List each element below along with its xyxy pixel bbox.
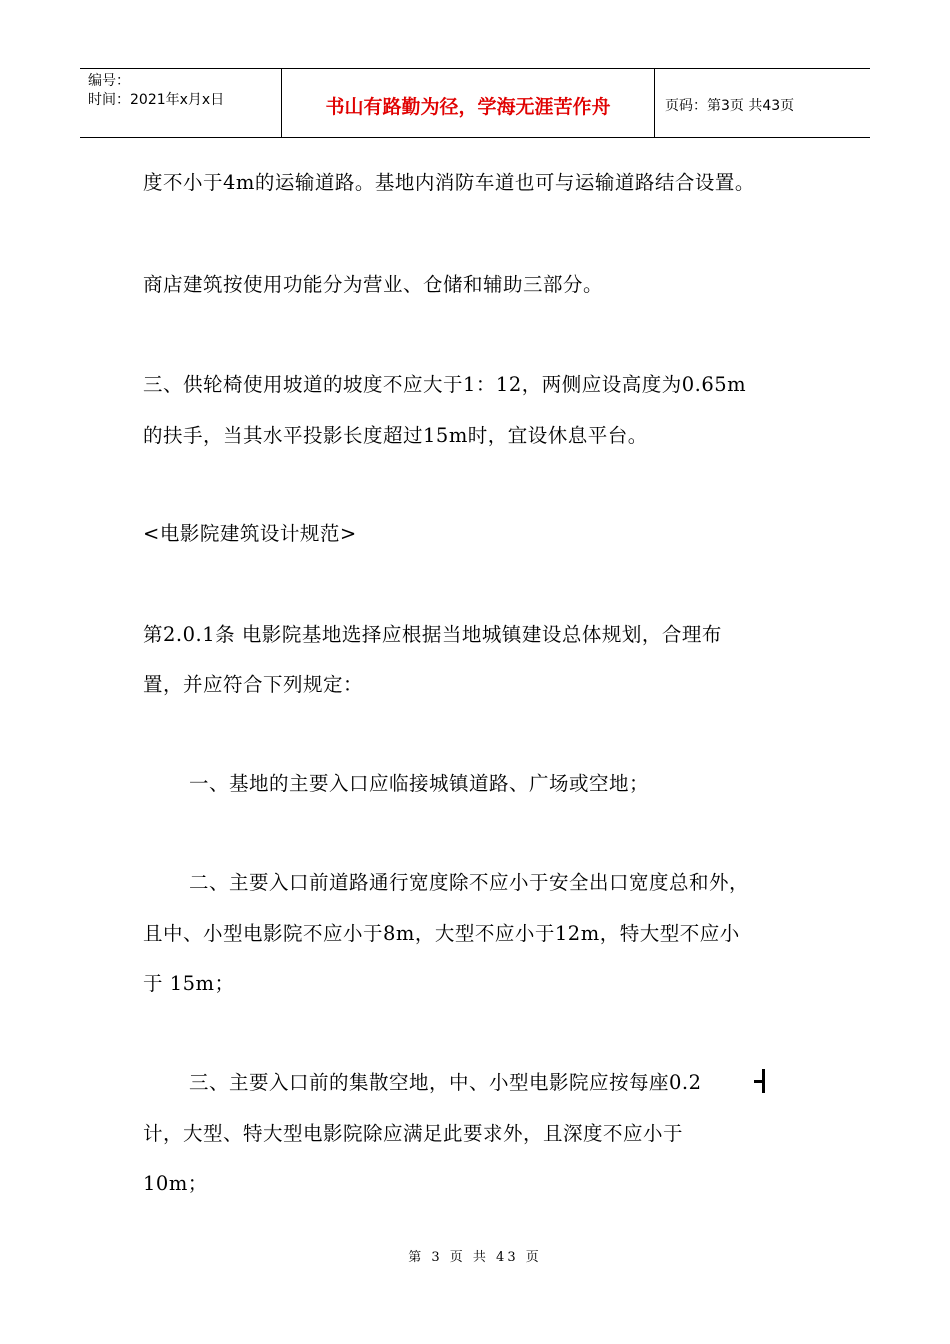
body-line: 度不小于4m的运输道路。基地内消防车道也可与运输道路结合设置。 (143, 171, 755, 194)
body-line: 的扶手，当其水平投影长度超过15m时，宜设休息平台。 (143, 424, 648, 447)
header-meta (80, 69, 282, 137)
body-line: 第2.0.1条 电影院基地选择应根据当地城镇建设总体规划，合理布 (143, 623, 722, 646)
header-page-info: 页码：第3页 共43页 (665, 98, 795, 114)
body-line: 三、主要入口前的集散空地，中、小型电影院应按每座0.2 (189, 1071, 702, 1094)
body-line: 一、基地的主要入口应临接城镇道路、广场或空地； (189, 772, 650, 795)
text-cursor-mark (762, 1069, 765, 1093)
body-line: 置，并应符合下列规定： (143, 673, 364, 696)
body-line: 10m； (143, 1172, 208, 1195)
page-footer: 第 3 页 共 43 页 (408, 1250, 542, 1265)
body-line: 计，大型、特大型电影院除应满足此要求外，且深度不应小于 (143, 1122, 684, 1145)
body-line: 且中、小型电影院不应小于8m，大型不应小于12m，特大型不应小 (143, 922, 740, 945)
document-time: 时间：2021年x月x日 (88, 92, 225, 108)
body-line: 商店建筑按使用功能分为营业、仓储和辅助三部分。 (143, 273, 604, 296)
body-line: 于 15m； (143, 972, 235, 995)
document-number-label: 编号： (88, 73, 130, 89)
section-heading: <电影院建筑设计规范> (143, 522, 357, 545)
body-line: 三、供轮椅使用坡道的坡度不应大于1：12，两侧应设高度为0.65m (143, 373, 747, 396)
header-motto: 书山有路勤为径，学海无涯苦作舟 (282, 69, 655, 137)
page-header (80, 68, 870, 138)
body-line: 二、主要入口前道路通行宽度除不应小于安全出口宽度总和外， (189, 871, 750, 894)
